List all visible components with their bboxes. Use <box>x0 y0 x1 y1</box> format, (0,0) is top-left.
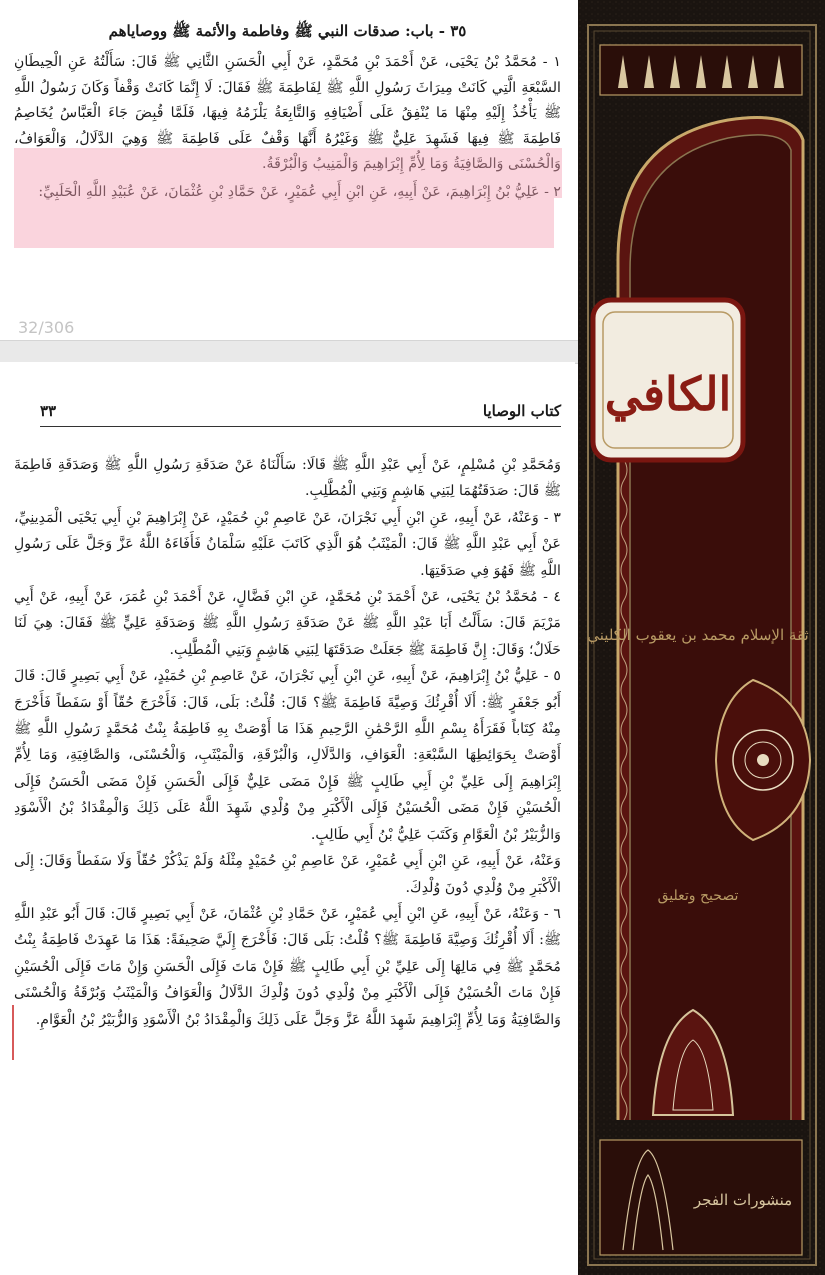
page-indicator: 32/306 <box>18 318 75 337</box>
hadith-paragraph: ٤ - مُحَمَّدُ بْنُ يَحْيَى، عَنْ أَحْمَدَ بْنِ مُحَمَّدٍ، عَنِ ابْنِ فَضَّالٍ، عَنْ أَحْمَدَ بْنِ عُمَرَ، عَنْ أَبِيهِ، عَنْ أَبِي مَرْيَمَ قَالَ: سَأَلْتُ أَبَا عَبْدِ اللَّهِ ﷺ عَنْ صَدَقَةِ رَسُولِ اللَّهِ ﷺ وَصَدَقَةِ عَلِيٍّ ﷺ فَقَالَ: هِيَ لَنَا حَلَالٌ؛ وَقَالَ: إِنَّ فَاطِمَةَ ﷺ جَعَلَتْ صَدَقَتَهَا لِبَنِي هَاشِمٍ وَبَنِي الْمُطَّلِبِ. <box>14 589 561 658</box>
hadith-paragraph: ١ - مُحَمَّدُ بْنُ يَحْيَى، عَنْ أَحْمَدَ بْنِ مُحَمَّدٍ، عَنْ أَبِي الْحَسَنِ الثَّانِي ﷺ قَالَ: سَأَلْتُهُ عَنِ الْحِيطَانِ السَّبْعَةِ الَّتِي كَانَتْ مِيرَاثَ رَسُولِ اللَّهِ ﷺ لِفَاطِمَةَ ﷺ فَقَالَ: لَا إِنَّمَا كَانَتْ وَقْفاً وَكَانَ رَسُولُ اللَّهِ ﷺ يَأْخُذُ إِلَيْهِ مِنْهَا مَا يُنْفِقُ عَلَى أَضْيَافِهِ وَالتَّابِعَةُ يَلْزَمُهُ فِيهَا، فَلَمَّا قُبِضَ جَاءَ الْعَبَّاسُ يُخَاصِمُ فَاطِمَةَ ﷺ فِيهَا فَشَهِدَ عَلِيٌّ ﷺ وَغَيْرُهُ أَنَّهَا وَقْفٌ عَلَى فَاطِمَةَ ﷺ وَهِيَ الدَّلَالُ، وَالْعَوَافُ، وَالْحُسْنَى وَالصَّافِيَةُ وَمَا لِأُمِّ إِبْرَاهِيمَ وَالْمَنِيبُ وَالْبُرْقَةُ. <box>14 54 561 173</box>
running-title: كتاب الوصايا <box>482 402 561 420</box>
book-spine <box>578 0 825 1275</box>
publisher-label: منشورات الفجر <box>693 1191 793 1209</box>
author-block: ثقة الإسلام محمد بن يعقوب الكليني <box>587 626 809 644</box>
hadith-paragraph: وَمُحَمَّدِ بْنِ مُسْلِمٍ، عَنْ أَبِي عَبْدِ اللَّهِ ﷺ قَالَا: سَأَلْنَاهُ عَنْ صَدَقَةِ رَسُولِ اللَّهِ ﷺ وَصَدَقَةِ فَاطِمَةَ ﷺ قَالَ: صَدَقَتُهُمَا لِبَنِي هَاشِمٍ وَبَنِي الْمُطَّلِبِ. <box>14 457 561 500</box>
spine-art <box>578 0 825 1275</box>
page-body <box>0 452 575 1033</box>
edition-block: تصحيح وتعليق <box>657 888 739 904</box>
hadith-paragraph: ٢ - عَلِيُّ بْنُ إِبْرَاهِيمَ، عَنْ أَبِيهِ، عَنِ ابْنِ أَبِي عُمَيْرٍ، عَنْ حَمَّادِ بْنِ عُثْمَانَ، عَنْ عُبَيْدِ اللَّهِ الْحَلَبِيِّ: <box>38 183 561 200</box>
page-fragment-bottom <box>0 362 575 1275</box>
page-fragment-top <box>0 0 575 340</box>
hadith-paragraph: ٣ - وَعَنْهُ، عَنْ أَبِيهِ، عَنِ ابْنِ أَبِي نَجْرَانَ، عَنْ عَاصِمِ بْنِ حُمَيْدٍ، عَنْ إِبْرَاهِيمَ بْنِ أَبِي يَحْيَى الْمَدِينِيِّ، عَنْ أَبِي عَبْدِ اللَّهِ ﷺ قَالَ: الْمَيْثَبُ هُوَ الَّذِي كَاتَبَ عَلَيْهِ سَلْمَانُ فَأَفَاءَهُ اللَّهُ عَزَّ وَجَلَّ عَلَى رَسُولِ اللَّهِ ﷺ فَهُوَ فِي صَدَقَتِهَا. <box>14 509 561 579</box>
book-title: الكافي <box>604 367 732 421</box>
page-number: ٣٣ <box>40 402 57 420</box>
page-gap <box>0 340 578 364</box>
chapter-heading: ٣٥ - باب: صدقات النبي ﷺ وفاطمة والأئمة ﷺ ووصاياهم <box>108 22 467 40</box>
hadith-paragraph: ٥ - عَلِيُّ بْنُ إِبْرَاهِيمَ، عَنْ أَبِيهِ، عَنِ ابْنِ أَبِي نَجْرَانَ، عَنْ عَاصِمِ بْنِ حُمَيْدٍ، عَنْ أَبِي بَصِيرٍ قَالَ: قَالَ أَبُو جَعْفَرٍ ﷺ: أَلَا أُقْرِئُكَ وَصِيَّةَ فَاطِمَةَ ﷺ؟ قَالَ: قُلْتُ: بَلَى، قَالَ: فَأَخْرَجَ حُقّاً أَوْ سَفَطاً فَأَخْرَجَ مِنْهُ كِتَاباً فَقَرَأَهُ بِسْمِ اللَّهِ الرَّحْمَٰنِ الرَّحِيمِ هَذَا مَا أَوْصَتْ بِهِ فَاطِمَةُ بِنْتُ مُحَمَّدٍ رَسُولِ اللَّهِ ﷺ أَوْصَتْ بِحَوَائِطِهَا السَّبْعَةِ: الْعَوَافِ، وَالدَّلَالِ، وَالْبُرْقَةِ، وَالْمَيْثَبِ، وَالْحُسْنَى، وَالصَّافِيَةِ، وَمَا لِأُمِّ إِبْرَاهِيمَ إِلَى عَلِيِّ بْنِ أَبِي طَالِبٍ ﷺ فَإِنْ مَضَى عَلِيٌّ فَإِلَى الْحَسَنِ فَإِنْ مَضَى الْحَسَنُ فَإِلَى الْحُسَيْنِ فَإِنْ مَضَى الْحُسَيْنُ فَإِلَى الْأَكْبَرِ مِنْ وُلْدِي شَهِدَ اللَّهُ عَلَى ذَلِكَ وَالْمِقْدَادُ بْنُ الْأَسْوَدِ وَالزُّبَيْرُ بْنُ الْعَوَّامِ وَكَتَبَ عَلِيُّ بْنُ أَبِي طَالِبٍ. <box>14 668 561 843</box>
running-header <box>40 402 561 427</box>
hadith-paragraph: ٦ - وَعَنْهُ، عَنْ أَبِيهِ، عَنِ ابْنِ أَبِي عُمَيْرٍ، عَنْ حَمَّادِ بْنِ عُثْمَانَ، عَنْ أَبِي بَصِيرٍ قَالَ: قَالَ أَبُو عَبْدِ اللَّهِ ﷺ: أَلَا أُقْرِئُكَ وَصِيَّةَ فَاطِمَةَ ﷺ؟ قُلْتُ: بَلَى قَالَ: فَأَخْرَجَ إِلَيَّ صَحِيفَةً: هَذَا مَا عَهِدَتْ فَاطِمَةُ بِنْتُ مُحَمَّدٍ ﷺ فِي مَالِهَا إِلَى عَلِيِّ بْنِ أَبِي طَالِبٍ ﷺ فَإِنْ مَاتَ فَإِلَى الْحَسَنِ وَإِنْ مَاتَ فَإِلَى الْحُسَيْنِ فَإِنْ مَاتَ الْحُسَيْنُ فَإِلَى الْأَكْبَرِ مِنْ وُلْدِي دُونَ وُلْدِكَ الدَّلَالُ وَالْعَوَافُ وَالْمَيْثَبُ وَبُرْقَةُ وَالْحُسْنَى وَالصَّافِيَةُ وَمَا لِأُمِّ إِبْرَاهِيمَ شَهِدَ اللَّهُ عَزَّ وَجَلَّ عَلَى ذَلِكَ وَالْمِقْدَادُ بْنُ الْأَسْوَدِ وَالزُّبَيْرُ بْنُ الْعَوَّامِ. <box>14 905 561 1028</box>
hadith-paragraph: وَعَنْهُ، عَنْ أَبِيهِ، عَنِ ابْنِ أَبِي عُمَيْرٍ، عَنْ عَاصِمِ بْنِ حُمَيْدٍ مِثْلَهُ وَلَمْ يَذْكُرْ حُقّاً وَلَا سَفَطاً وَقَالَ: إِلَى الْأَكْبَرِ مِنْ وُلْدِي دُونَ وُلْدِكَ. <box>14 853 561 896</box>
margin-mark <box>12 1005 14 1060</box>
